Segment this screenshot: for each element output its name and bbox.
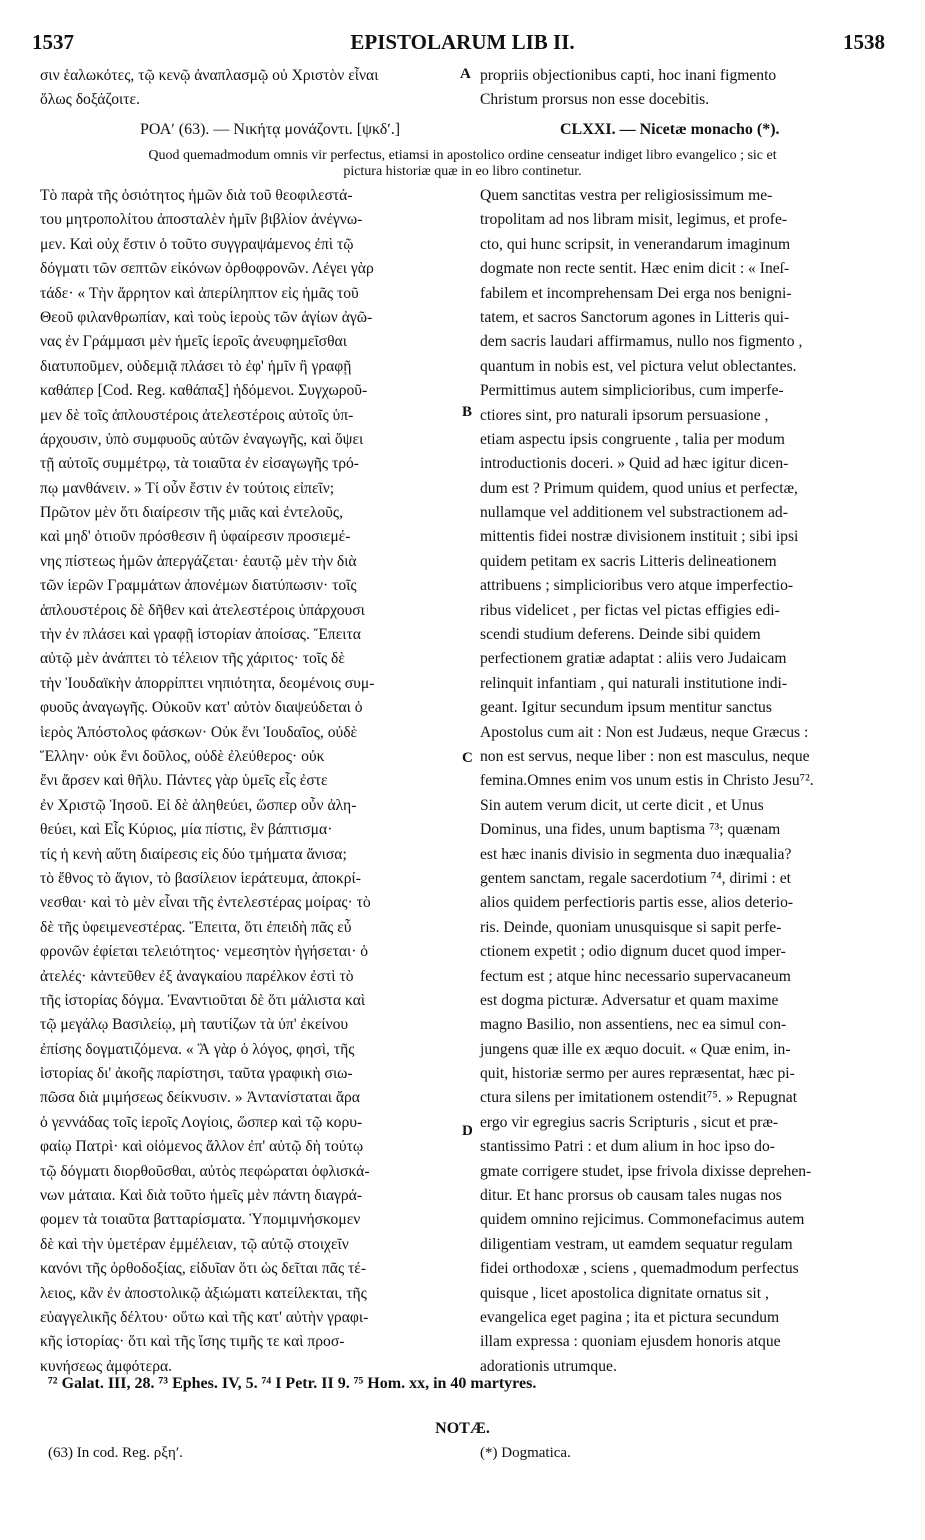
- text-line: φυοῦς ἀναγωγῆς. Οὐκοῦν κατ' αὐτὸν διαψεύδεται ὁ: [40, 699, 363, 717]
- text-line: δόγματι τῶν σεπτῶν εἰκόνων ὀρθοφρονῶν. Λέγει γὰρ: [40, 260, 374, 278]
- text-line: propriis objectionibus capti, hoc inani figmento: [480, 67, 777, 84]
- text-line: πῶσα διὰ μιμήσεως δείκνυσιν. » Ἀντανίσταται ἄρα: [40, 1089, 360, 1107]
- margin-mark-b: B: [462, 404, 473, 420]
- text-line: μεν δὲ τοῖς ἁπλουστέροις ἀτελεστέροις αὐτοῖς ὑπ-: [40, 406, 354, 424]
- text-line: ris. Deinde, quoniam unusquisque si sapit perfe-: [480, 918, 782, 936]
- page-number-left: 1537: [32, 30, 74, 54]
- text-line: Τὸ παρὰ τῆς ὁσιότητος ἡμῶν διὰ τοῦ θεοφιλεστά-: [40, 187, 353, 204]
- text-line: fectum est ; atque hinc necessario supervacaneum: [480, 967, 791, 985]
- text-line: αὐτῷ μὲν ἀνάπτει τὸ τέλειον τῆς χάριτος· τοῖς δὲ: [40, 650, 345, 668]
- text-line: geant. Igitur secundum ipsum mentitur sanctus: [480, 699, 772, 717]
- text-line: νας ἐν Γράμμασι μὲν ἡμεῖς ἱεροῖς ἀνευφημεῖσθαι: [40, 333, 347, 351]
- text-line: fidei orthodoxæ , sciens , quemadmodum perfectus: [480, 1260, 799, 1278]
- text-line: etiam aspectu ipsis congruente , talia per modum: [480, 430, 785, 448]
- text-line: άρχουσιν, ὑπὸ συμφυοῦς αὐτῶν ἐναγωγῆς, καὶ ὄψει: [40, 430, 364, 448]
- text-line: stantissimo Patri : et dum alium in hoc ipso do-: [480, 1138, 775, 1156]
- text-line: diligentiam vestram, ut eamdem sequatur regulam: [480, 1235, 793, 1253]
- text-line: perfectionem gratiæ adaptat : aliis vero Judaicam: [480, 650, 787, 668]
- text-line: δὲ καὶ τὴν ὑμετέραν ἐμμέλειαν, τῷ αὐτῷ στοιχεῖν: [40, 1235, 349, 1253]
- text-line: τῷ δόγματι διορθοῦσθαι, αὐτὸς πεφώραται ὀφλισκά-: [40, 1162, 370, 1180]
- text-line: est hæc inanis divisio in segmenta duo inæqualia?: [480, 845, 792, 863]
- text-line: quantum in nobis est, vel pictura velut oblectantes.: [480, 357, 797, 375]
- top-latin-block: [480, 64, 900, 113]
- text-line: ribus videlicet , per fictas vel pictas effigies edi-: [480, 601, 780, 619]
- text-line: quit, historiæ sermo per aures repræsentat, hæc pi-: [480, 1065, 795, 1083]
- text-line: tropolitam ad nos libram misit, legimus, et profe-: [480, 211, 788, 229]
- running-title: EPISTOLARUM LIB II.: [350, 30, 575, 54]
- text-line: fabilem et incomprehensam Dei erga nos benigni-: [480, 284, 792, 302]
- text-line: relinquit infantiam , qui naturali institutione indi-: [480, 674, 788, 692]
- text-line: Apostolus cum ait : Non est Judæus, neque Græcus :: [480, 723, 809, 741]
- text-line: dogmate non recte sentit. Hæc enim dicit : « Ineſ-: [480, 260, 790, 278]
- text-line: gentem sanctam, regale sacerdotium ⁷⁴, dirimi : et: [480, 869, 791, 887]
- text-line: ὁ γεννάδας τοῖς ἱεροῖς Λογίοις, ὥσπερ καὶ τῷ κορυ-: [40, 1113, 363, 1131]
- text-line: ἐν Χριστῷ Ἰησοῦ. Εἰ δὲ ἀληθεύει, ὥσπερ οὖν ἀλη-: [40, 796, 357, 814]
- text-line: νεσθαι· καὶ τὸ μὲν εἶναι τῆς ἐντελεστέρας μοίρας· τὸ: [40, 894, 371, 912]
- text-line: ἀτελές· κἀντεῦθεν ἐξ ἀναγκαίου παρέλκον ἐστὶ τὸ: [40, 967, 354, 985]
- summary-line: pictura historiæ quæ in eo libro continetur.: [343, 164, 582, 179]
- text-line: illam expressa : quoniam ejusdem honoris atque: [480, 1333, 781, 1351]
- text-line: μεν. Καὶ οὐχ ἔστιν ὁ τοῦτο συγγραψάμενος ἐπὶ τῷ: [40, 235, 354, 253]
- top-greek-block: [40, 64, 460, 113]
- heading-latin: CLXXI. — Nicetæ monacho (*).: [560, 121, 780, 138]
- text-line: νων μάταια. Καὶ διὰ τοῦτο ἡμεῖς μὲν πάντη διαγρά-: [40, 1187, 363, 1205]
- page-number-right: 1538: [843, 30, 885, 54]
- margin-mark-d: D: [462, 1123, 473, 1139]
- text-line: Ἕλλην· οὐκ ἔνι δοῦλος, οὐδὲ ἐλεύθερος· οὐκ: [40, 747, 325, 765]
- text-line: Christum prorsus non esse docebitis.: [480, 91, 710, 109]
- text-line: φρονῶν ἐφίεται τελειότητος· νεμεσητὸν ἡγήσεται· ὁ: [40, 943, 369, 961]
- text-line: mittentis fidei nostræ divisionem instituit ; sibi ipsi: [480, 528, 799, 546]
- text-line: ditur. Et hanc prorsus ob causam tales nugas nos: [480, 1187, 782, 1205]
- note-63: (63) In cod. Reg. ρξηʹ.: [48, 1445, 183, 1461]
- summary: [0, 148, 925, 180]
- text-line: κυνήσεως ἀμφότερα.: [40, 1357, 173, 1375]
- text-line: ὅλως δοξάζοιτε.: [40, 91, 140, 109]
- note-star: (*) Dogmatica.: [480, 1445, 571, 1461]
- text-line: ctionem expetit ; odio dignum ducet quod imper-: [480, 943, 786, 961]
- text-line: δὲ τῆς ὑφειμενεστέρας. Ἔπειτα, ὅτι ἐπειδὴ πᾶς εὖ: [40, 918, 352, 936]
- text-line: tatem, et sacros Sanctorum agones in Litteris qui-: [480, 308, 790, 326]
- margin-mark-a: A: [460, 66, 471, 82]
- text-line: τάδε· « Τὴν ἄρρητον καὶ ἀπερίληπτον εἰς ἡμᾶς τοῦ: [40, 284, 359, 302]
- text-line: quidem petitam ex sacris Litteris delineationem: [480, 552, 777, 570]
- text-line: ἱερὸς Ἀπόστολος φάσκων· Οὐκ ἔνι Ἰουδαῖος, οὐδὲ: [40, 723, 358, 741]
- text-line: ctura silens per imitationem ostendit⁷⁵. » Repugnat: [480, 1089, 798, 1107]
- text-line: τῶν ἱερῶν Γραμμάτων ἀπονέμων διατύπωσιν· τοῖς: [40, 577, 357, 595]
- text-line: τῷ μεγάλῳ Βασιλείῳ, μὴ ταυτίζων τὰ ὑπ' ἐκείνου: [40, 1016, 349, 1034]
- text-line: Quem sanctitas vestra per religiosissimum me-: [480, 187, 773, 204]
- text-line: φαίῳ Πατρὶ· καὶ οἰόμενος ἄλλον ἐπ' αὐτῷ δὴ τούτῳ: [40, 1138, 364, 1156]
- text-line: femina.Omnes enim vos unum estis in Christo Jesu⁷².: [480, 772, 814, 790]
- text-line: nullamque vel additionem vel substractionem ad-: [480, 504, 788, 522]
- text-line: Πρῶτον μὲν ὅτι διαίρεσιν τῆς μιᾶς καὶ ἐντελοῦς,: [40, 504, 343, 522]
- text-line: ἁπλουστέροις δὲ δῆθεν καὶ ἀτελεστέροις ὑπάρχουσι: [40, 601, 365, 619]
- text-line: διατυποῦμεν, οὐδεμιᾷ πλάσει τὸ ἐφ' ἡμῖν ἢ γραφῇ: [40, 357, 352, 375]
- text-line: ergo vir egregius sacris Scripturis , sicut et præ-: [480, 1113, 779, 1131]
- footnotes: ⁷² Galat. III, 28. ⁷³ Ephes. IV, 5. ⁷⁴ I Petr. II 9. ⁷⁵ Hom. xx, in 40 martyres.: [48, 1375, 537, 1392]
- text-line: cto, qui hunc scripsit, in venerandarum imaginum: [480, 235, 791, 253]
- text-line: τὴν Ἰουδαϊκὴν ἀπορρίπτει νηπιότητα, δεομένοις συμ-: [40, 674, 375, 692]
- text-line: ἱστορίας δι' ἀκοῆς παρίστησι, ταῦτα γραφικὴ σιω-: [40, 1065, 353, 1083]
- text-line: gmate corrigere studet, ipse frivola dixisse deprehen-: [480, 1162, 812, 1180]
- text-line: ἔνι ἄρσεν καὶ θῆλυ. Πάντες γὰρ ὑμεῖς εἷς ἐστε: [40, 772, 328, 790]
- text-line: καὶ μηδ' ὁτιοῦν πρόσθεσιν ἢ ὑφαίρεσιν προσιεμέ-: [40, 528, 351, 546]
- text-line: τῇ αὐτοῖς συμμέτρῳ, τὰ τοιαῦτα ἐν εἰσαγωγῆς τρό-: [40, 455, 359, 473]
- text-line: κῆς ἱστορίας· ὅτι καὶ τῆς ἴσης τιμῆς τε καὶ προσ-: [40, 1333, 345, 1351]
- text-line: dem sacris laudari affirmamus, nullo nos figmento ,: [480, 333, 803, 351]
- text-line: Permittimus autem simplicioribus, cum imperfe-: [480, 382, 784, 400]
- text-line: λειος, κἂν ἐν ἀποστολικῷ ἀξιώματι κατείλεκται, τῆς: [40, 1284, 367, 1302]
- text-line: quidem omnino rejicimus. Commonefacimus autem: [480, 1211, 805, 1229]
- text-line: καθάπερ [Cod. Reg. καθάπαξ] ἡδόμενοι. Συγχωροῦ-: [40, 382, 368, 400]
- text-line: ἐπίσης δογματιζόμενα. « Ἃ γὰρ ὁ λόγος, φησὶ, τῆς: [40, 1040, 355, 1058]
- text-line: του μητροπολίτου ἀποσταλὲν ἡμῖν βιβλίον ἀνέγνω-: [40, 211, 363, 229]
- text-line: quisque , licet apostolica dignitate ornatus sit ,: [480, 1284, 769, 1302]
- text-line: εὐαγγελικῆς δέλτου· οὕτω καὶ τῆς κατ' αὐτὴν γραφι-: [40, 1308, 369, 1326]
- text-line: Θεοῦ φιλανθρωπίαν, καὶ τοὺς ἱεροὺς τῶν ἁγίων ἀγῶ-: [40, 308, 373, 326]
- text-line: τὴν ἐν πλάσει καὶ γραφῇ ἱστορίαν ἀποίσας. Ἔπειτα: [40, 626, 361, 644]
- text-line: νης πίστεως ἡμῶν ἀπεργάζεται· ἑαυτῷ μὲν τὴν διὰ: [40, 552, 357, 570]
- text-line: non est servus, neque liber : non est masculus, neque: [480, 747, 810, 765]
- text-line: est dogma picturæ. Adversatur et quam maxime: [480, 991, 779, 1009]
- text-line: attribuens ; simplicioribus vero atque imperfectio-: [480, 577, 794, 595]
- text-line: τίς ἡ κενὴ αὕτη διαίρεσις εἰς δύο τμήματα ἄνισα;: [40, 845, 347, 863]
- text-line: Dominus, una fides, unum baptisma ⁷³; quænam: [480, 821, 781, 839]
- text-line: evangelica eget pagina ; ita et pictura secundum: [480, 1308, 780, 1326]
- text-line: jungens quæ ille ex æquo docuit. « Quæ enim, in-: [480, 1040, 791, 1058]
- notes-heading: NOTÆ.: [435, 1420, 490, 1437]
- text-line: πῳ μανθάνειν. » Τί οὖν ἔστιν ἐν τούτοις εἰπεῖν;: [40, 479, 335, 497]
- text-line: τὸ ἔθνος τὸ ἅγιον, τὸ βασίλειον ἱεράτευμα, ἀποκρί-: [40, 869, 361, 887]
- text-line: κανόνι τῆς ὀρθοδοξίας, εἰδυῖαν ὅτι ὡς δεῖται πᾶς τέ-: [40, 1260, 367, 1278]
- greek-column: [40, 184, 460, 1379]
- margin-mark-c: C: [462, 750, 473, 766]
- text-line: τῆς ἱστορίας δόγμα. Ἐναντιοῦται δὲ ὅτι μάλιστα καὶ: [40, 991, 366, 1009]
- text-line: ctiores sint, pro naturali ipsorum persuasione ,: [480, 406, 769, 424]
- text-line: magno Basilio, non assentiens, nec ea simul con-: [480, 1016, 787, 1034]
- text-line: scendi studium deferens. Deinde sibi quidem: [480, 626, 761, 644]
- text-line: introductionis doceri. » Quid ad hæc igitur dicen-: [480, 455, 789, 473]
- text-line: φομεν τὰ τοιαῦτα βατταρίσματα. Ὑπομιμνήσκομεν: [40, 1211, 361, 1229]
- text-line: Sin autem verum dicit, ut certe dicit , et Unus: [480, 796, 764, 814]
- text-line: dum est ? Primum quidem, quod unius et perfectæ,: [480, 479, 798, 497]
- text-line: alios quidem perfectioris partis esse, alios deterio-: [480, 894, 794, 912]
- summary-line: Quod quemadmodum omnis vir perfectus, etiamsi in apostolico ordine censeatur indiget libro evangelico ; sic et: [148, 148, 777, 163]
- text-line: θεύει, καὶ Εἷς Κύριος, μία πίστις, ἓν βάπτισμα·: [40, 821, 333, 839]
- text-line: adorationis utrumque.: [480, 1357, 617, 1375]
- latin-column: [480, 184, 900, 1379]
- text-line: σιν ἑαλωκότες, τῷ κενῷ ἀναπλασμῷ οὐ Χριστὸν εἶναι: [40, 67, 379, 84]
- heading-greek: ΡΟΑʹ (63). — Νικήτᾳ μονάζοντι. [ψκδʹ.]: [140, 121, 401, 138]
